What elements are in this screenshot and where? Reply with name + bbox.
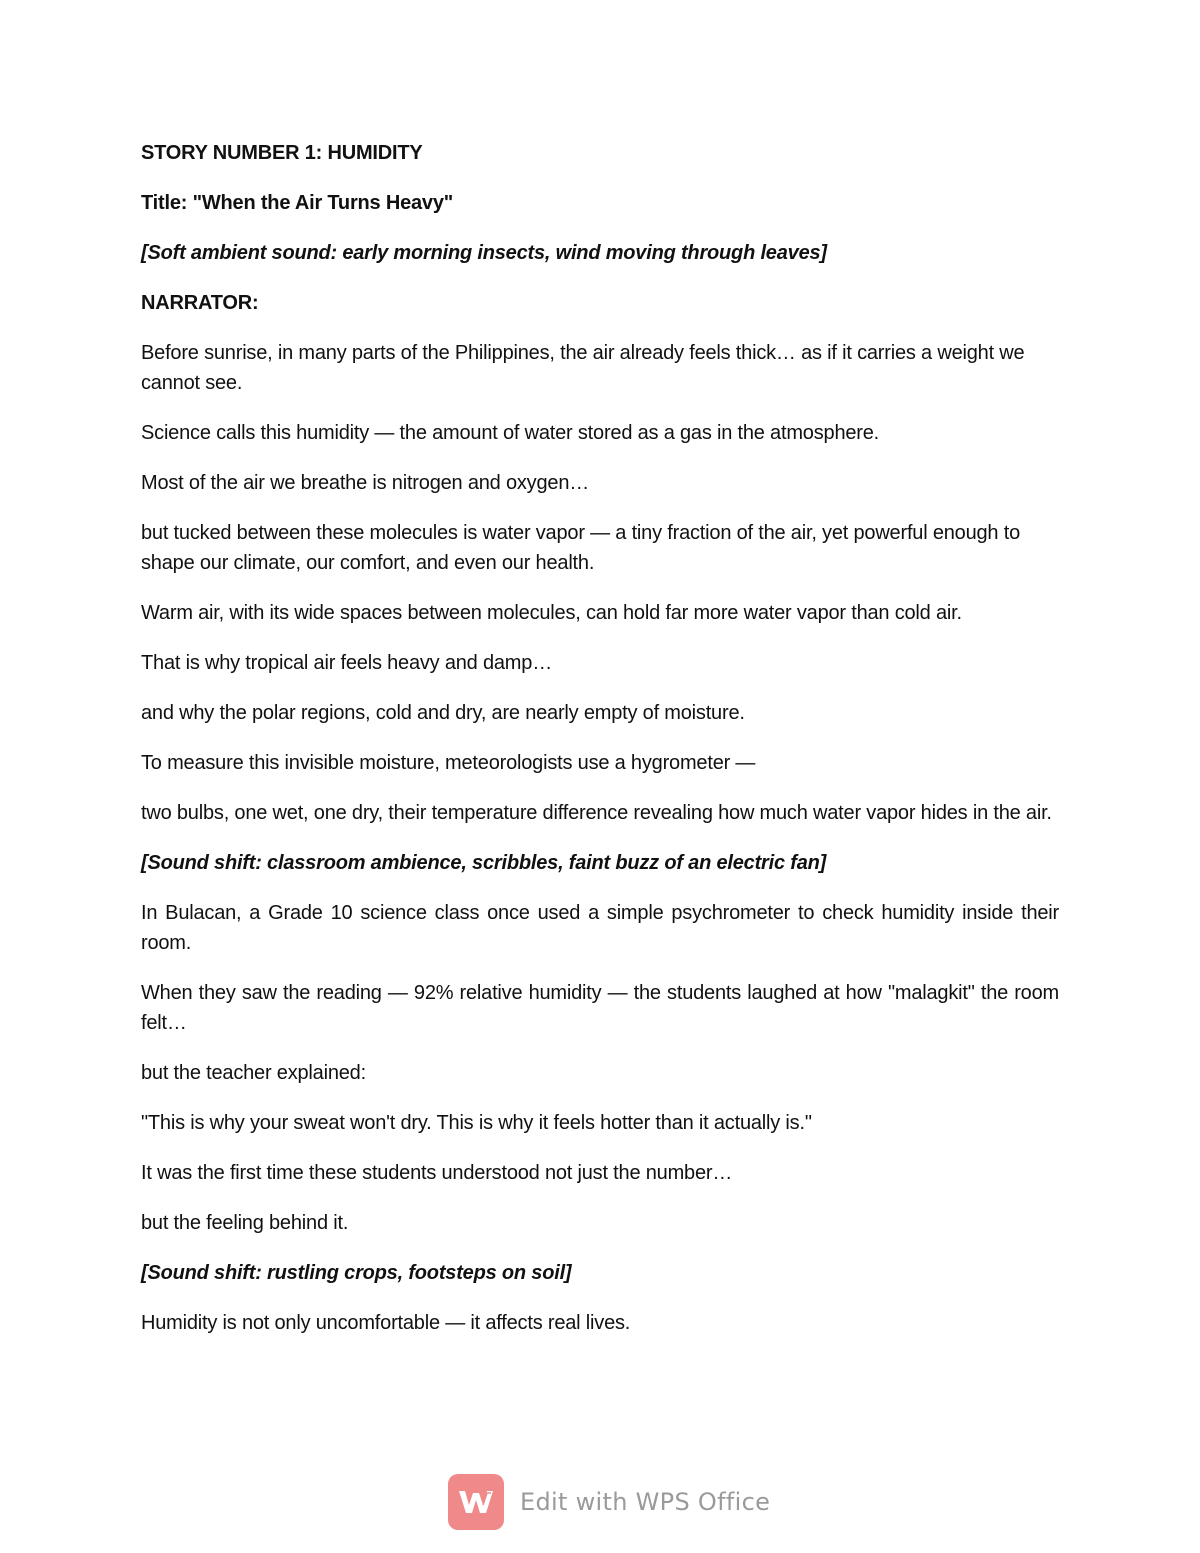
- paragraph-tropical: That is why tropical air feels heavy and damp…: [141, 652, 552, 674]
- paragraph-warm-air: Warm air, with its wide spaces between molecules, can hold far more water vapor than cold air.: [141, 602, 962, 624]
- paragraph-real-lives: Humidity is not only uncomfortable — it affects real lives.: [141, 1312, 631, 1334]
- paragraph-polar: and why the polar regions, cold and dry, are nearly empty of moisture.: [141, 702, 745, 724]
- story-heading: STORY NUMBER 1: HUMIDITY: [141, 142, 423, 164]
- story-title: Title: "When the Air Turns Heavy": [141, 192, 454, 214]
- speaker-label: NARRATOR:: [141, 292, 259, 314]
- paragraph-two-bulbs: two bulbs, one wet, one dry, their temperature difference revealing how much water vapor hides in the air.: [141, 802, 1052, 824]
- wps-edit-banner[interactable]: [448, 1473, 770, 1531]
- paragraph-bulacan: In Bulacan, a Grade 10 science class once used a simple psychrometer to check humidity inside their room.: [141, 902, 1059, 954]
- wps-edit-label[interactable]: Edit with WPS Office: [520, 1488, 771, 1516]
- sound-cue-ambient: [Soft ambient sound: early morning insects, wind moving through leaves]: [141, 242, 827, 264]
- document-body: [141, 138, 1059, 1358]
- paragraph-measure: To measure this invisible moisture, meteorologists use a hygrometer —: [141, 752, 756, 774]
- paragraph-first-time: It was the first time these students understood not just the number…: [141, 1162, 733, 1184]
- paragraph-feeling: but the feeling behind it.: [141, 1212, 349, 1234]
- paragraph-teacher: but the teacher explained:: [141, 1062, 366, 1084]
- paragraph-most-air: Most of the air we breathe is nitrogen and oxygen…: [141, 472, 590, 494]
- paragraph-quote: "This is why your sweat won't dry. This is why it feels hotter than it actually is.": [141, 1112, 812, 1134]
- sound-cue-classroom: [Sound shift: classroom ambience, scribbles, faint buzz of an electric fan]: [141, 852, 827, 874]
- paragraph-before-sunrise: Before sunrise, in many parts of the Philippines, the air already feels thick… as if it carries a weight we cannot see.: [141, 342, 1025, 394]
- paragraph-tucked: but tucked between these molecules is water vapor — a tiny fraction of the air, yet powerful enough to shape our climate, our comfort, and even our health.: [141, 522, 1020, 574]
- sound-cue-crops: [Sound shift: rustling crops, footsteps on soil]: [141, 1262, 572, 1284]
- paragraph-reading: When they saw the reading — 92% relative humidity — the students laughed at how "malagkit" the room felt…: [141, 982, 1059, 1034]
- paragraph-science: Science calls this humidity — the amount of water stored as a gas in the atmosphere.: [141, 422, 880, 444]
- wps-w-logo-icon[interactable]: [448, 1474, 504, 1530]
